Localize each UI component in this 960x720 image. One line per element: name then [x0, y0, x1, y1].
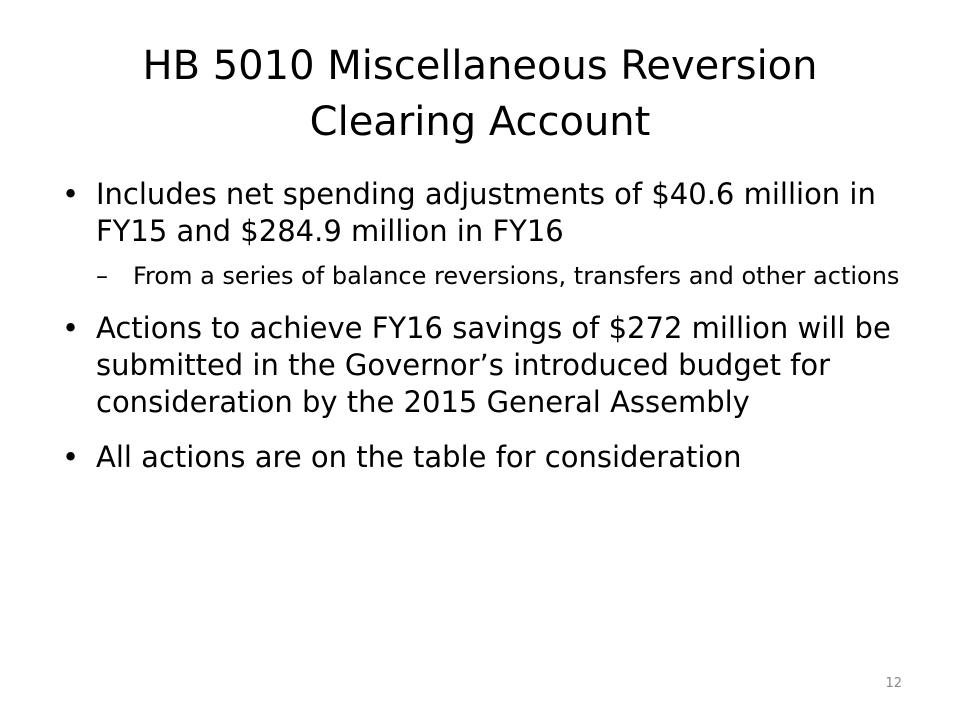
sub-bullet-list [96, 260, 912, 292]
bullet-item [62, 176, 912, 292]
bullet-text: Actions to achieve FY16 savings of $272 million will be submitted in the Governor’s introduced budget for consideration by the 2015 General Assembly [96, 311, 891, 419]
bullet-item [62, 439, 912, 476]
bullet-text: All actions are on the table for consideration [96, 440, 742, 474]
slide-title: HB 5010 Miscellaneous Reversion Clearing Account [142, 43, 818, 145]
bullet-text: Includes net spending adjustments of $40.6 million in FY15 and $284.9 million in FY16 [96, 177, 876, 248]
sub-bullet-item [96, 260, 912, 292]
page-number: 12 [885, 676, 902, 691]
bullet-list [62, 176, 912, 494]
bullet-item [62, 310, 912, 421]
sub-bullet-text: From a series of balance reversions, transfers and other actions [133, 262, 900, 290]
